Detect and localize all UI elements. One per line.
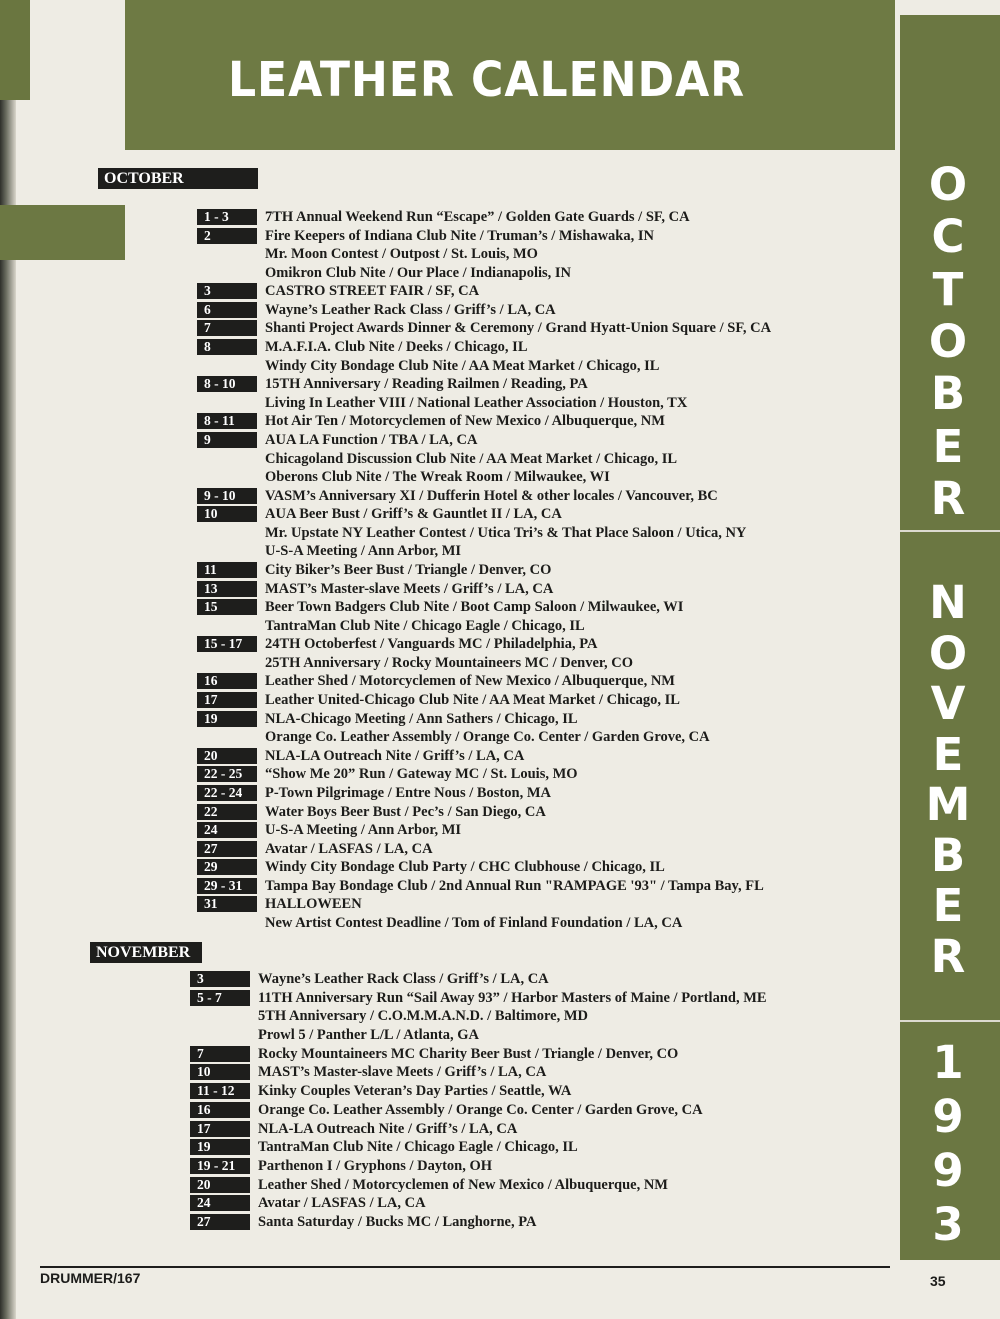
event-description: Oberons Club Nite / The Wreak Room / Milwaukee, WI [265, 469, 610, 485]
event-date: 9 - 10 [197, 488, 257, 504]
event-date: 16 [197, 673, 257, 689]
side-letter-october: E [932, 420, 964, 473]
calendar-event [197, 264, 880, 282]
calendar-event [197, 598, 880, 616]
calendar-event [190, 1120, 880, 1138]
calendar-event [197, 580, 880, 598]
event-description: MAST’s Master-slave Meets / Griff’s / LA, CA [258, 1064, 547, 1080]
calendar-event [197, 468, 880, 486]
event-date: 22 [197, 804, 257, 820]
event-date: 8 - 11 [197, 413, 257, 429]
calendar-event [190, 1045, 880, 1063]
event-description: CASTRO STREET FAIR / SF, CA [265, 283, 480, 299]
calendar-event [197, 858, 880, 876]
footer-rule [40, 1266, 890, 1268]
event-description: Water Boys Beer Bust / Pec’s / San Diego, CA [265, 804, 546, 820]
page-binding-edge [0, 0, 16, 1319]
side-letter-october: T [932, 263, 964, 316]
event-description: Kinky Couples Veteran’s Day Parties / Seattle, WA [258, 1083, 572, 1099]
side-letter-october: O [928, 158, 968, 211]
calendar-event [197, 375, 880, 393]
event-description: Avatar / LASFAS / LA, CA [258, 1195, 426, 1211]
side-letter-october: R [930, 472, 966, 525]
event-description: HALLOWEEN [265, 896, 362, 912]
calendar-event [197, 450, 880, 468]
event-description: Orange Co. Leather Assembly / Orange Co. Center / Garden Grove, CA [265, 729, 710, 745]
calendar-event [197, 319, 880, 337]
side-letter-year: 9 [932, 1144, 964, 1197]
event-description: U-S-A Meeting / Ann Arbor, MI [265, 543, 462, 559]
event-description: AUA Beer Bust / Griff’s & Gauntlet II / LA, CA [265, 506, 562, 522]
event-date: 20 [197, 748, 257, 764]
calendar-event [197, 672, 880, 690]
side-letter-november: V [930, 677, 966, 730]
calendar-event [190, 1138, 880, 1156]
event-description: U-S-A Meeting / Ann Arbor, MI [265, 822, 462, 838]
event-date: 10 [197, 506, 257, 522]
page-title: LEATHER CALENDAR [228, 52, 746, 108]
month-header-label: OCTOBER [104, 170, 184, 187]
event-description: AUA LA Function / TBA / LA, CA [265, 432, 478, 448]
event-description: Leather Shed / Motorcyclemen of New Mexico / Albuquerque, NM [258, 1177, 668, 1193]
calendar-event [190, 1007, 880, 1025]
event-description: Mr. Moon Contest / Outpost / St. Louis, MO [265, 246, 538, 262]
calendar-event [197, 691, 880, 709]
event-description: Santa Saturday / Bucks MC / Langhorne, PA [258, 1214, 537, 1230]
event-description: Avatar / LASFAS / LA, CA [265, 841, 433, 857]
event-description: Chicagoland Discussion Club Nite / AA Meat Market / Chicago, IL [265, 451, 678, 467]
month-header [90, 942, 202, 963]
event-date: 11 [197, 562, 257, 578]
event-description: Fire Keepers of Indiana Club Nite / Truman’s / Mishawaka, IN [265, 228, 654, 244]
calendar-event [197, 840, 880, 858]
event-date: 22 - 24 [197, 785, 257, 801]
event-date: 6 [197, 302, 257, 318]
event-description: Windy City Bondage Club Party / CHC Clubhouse / Chicago, IL [265, 859, 665, 875]
event-date: 15 - 17 [197, 636, 257, 652]
event-description: Orange Co. Leather Assembly / Orange Co. Center / Garden Grove, CA [258, 1102, 703, 1118]
event-description: VASM’s Anniversary XI / Dufferin Hotel & other locales / Vancouver, BC [265, 488, 718, 504]
event-date: 3 [197, 283, 257, 299]
side-letter-october: B [930, 367, 966, 420]
event-description: 24TH Octoberfest / Vanguards MC / Philadelphia, PA [265, 636, 598, 652]
event-date: 1 - 3 [197, 209, 257, 225]
calendar-event [197, 431, 880, 449]
calendar-event [190, 1213, 880, 1231]
event-date: 27 [197, 841, 257, 857]
event-description: Hot Air Ten / Motorcyclemen of New Mexico / Albuquerque, NM [265, 413, 665, 429]
event-date: 13 [197, 581, 257, 597]
event-date: 20 [190, 1177, 250, 1193]
side-letter-october: C [931, 210, 965, 263]
event-description: NLA-LA Outreach Nite / Griff’s / LA, CA [265, 748, 525, 764]
event-date: 3 [190, 971, 250, 987]
calendar-event [197, 227, 880, 245]
event-description: Parthenon I / Gryphons / Dayton, OH [258, 1158, 493, 1174]
footer-magazine-issue: DRUMMER/167 [40, 1270, 141, 1286]
calendar-event [197, 542, 880, 560]
event-date: 17 [197, 692, 257, 708]
calendar-event [197, 282, 880, 300]
event-description: 25TH Anniversary / Rocky Mountaineers MC / Denver, CO [265, 655, 633, 671]
calendar-event [197, 245, 880, 263]
event-description: Living In Leather VIII / National Leather Association / Houston, TX [265, 395, 688, 411]
left-green-block [0, 0, 30, 100]
event-date: 24 [190, 1195, 250, 1211]
calendar-event [197, 357, 880, 375]
event-description: Rocky Mountaineers MC Charity Beer Bust / Triangle / Denver, CO [258, 1046, 679, 1062]
event-description: New Artist Contest Deadline / Tom of Finland Foundation / LA, CA [265, 915, 683, 931]
event-date: 19 [197, 711, 257, 727]
event-description: TantraMan Club Nite / Chicago Eagle / Chicago, IL [265, 618, 585, 634]
event-description: Wayne’s Leather Rack Class / Griff’s / LA, CA [258, 971, 549, 987]
event-date: 10 [190, 1064, 250, 1080]
event-date: 7 [197, 320, 257, 336]
calendar-event [190, 1101, 880, 1119]
event-date: 29 - 31 [197, 878, 257, 894]
side-letter-october: O [928, 315, 968, 368]
event-date: 29 [197, 859, 257, 875]
event-date: 11 - 12 [190, 1083, 250, 1099]
side-letter-november: N [929, 576, 967, 629]
side-panel-divider [900, 530, 1000, 532]
event-description: Omikron Club Nite / Our Place / Indianapolis, IN [265, 265, 572, 281]
calendar-event [197, 765, 880, 783]
calendar-event [197, 208, 880, 226]
calendar-event [197, 394, 880, 412]
calendar-event [197, 877, 880, 895]
calendar-event [190, 1157, 880, 1175]
event-date: 27 [190, 1214, 250, 1230]
event-description: 15TH Anniversary / Reading Railmen / Reading, PA [265, 376, 588, 392]
event-date: 8 [197, 339, 257, 355]
event-date: 15 [197, 599, 257, 615]
calendar-event [190, 1063, 880, 1081]
event-description: City Biker’s Beer Bust / Triangle / Denver, CO [265, 562, 552, 578]
side-letter-november: E [932, 728, 964, 781]
side-letter-november: O [928, 627, 968, 680]
event-description: Leather Shed / Motorcyclemen of New Mexico / Albuquerque, NM [265, 673, 675, 689]
event-description: Leather United-Chicago Club Nite / AA Meat Market / Chicago, IL [265, 692, 680, 708]
side-letter-november: B [930, 829, 966, 882]
calendar-event [190, 1176, 880, 1194]
footer-page-number: 35 [930, 1273, 946, 1289]
calendar-event [197, 728, 880, 746]
event-description: M.A.F.I.A. Club Nite / Deeks / Chicago, IL [265, 339, 528, 355]
calendar-event [197, 784, 880, 802]
event-date: 31 [197, 896, 257, 912]
calendar-event [197, 821, 880, 839]
month-header [98, 168, 258, 189]
event-date: 19 [190, 1139, 250, 1155]
calendar-event [197, 561, 880, 579]
event-description: 7TH Annual Weekend Run “Escape” / Golden Gate Guards / SF, CA [265, 209, 690, 225]
event-description: NLA-LA Outreach Nite / Griff’s / LA, CA [258, 1121, 518, 1137]
side-letter-year: 3 [932, 1198, 964, 1251]
event-date: 24 [197, 822, 257, 838]
month-header-label: NOVEMBER [96, 944, 191, 961]
side-letter-year: 1 [932, 1036, 964, 1089]
event-date: 16 [190, 1102, 250, 1118]
calendar-event [197, 803, 880, 821]
calendar-event [197, 747, 880, 765]
left-green-band [0, 205, 125, 260]
calendar-event [197, 505, 880, 523]
calendar-event [197, 487, 880, 505]
event-description: “Show Me 20” Run / Gateway MC / St. Louis, MO [265, 766, 578, 782]
side-letter-november: E [932, 879, 964, 932]
event-date: 9 [197, 432, 257, 448]
event-description: Shanti Project Awards Dinner & Ceremony / Grand Hyatt-Union Square / SF, CA [265, 320, 772, 336]
calendar-event [190, 1026, 880, 1044]
calendar-event [197, 524, 880, 542]
calendar-event [190, 989, 880, 1007]
calendar-event [197, 710, 880, 728]
calendar-event [197, 338, 880, 356]
event-description: 11TH Anniversary Run “Sail Away 93” / Harbor Masters of Maine / Portland, ME [258, 990, 767, 1006]
side-panel-divider [900, 1020, 1000, 1022]
calendar-event [197, 301, 880, 319]
event-description: NLA-Chicago Meeting / Ann Sathers / Chicago, IL [265, 711, 578, 727]
calendar-event [197, 914, 880, 932]
event-date: 5 - 7 [190, 990, 250, 1006]
event-date: 7 [190, 1046, 250, 1062]
event-description: Windy City Bondage Club Nite / AA Meat Market / Chicago, IL [265, 358, 660, 374]
calendar-event [190, 1082, 880, 1100]
side-letter-november: R [930, 930, 966, 983]
calendar-event [197, 412, 880, 430]
event-date: 19 - 21 [190, 1158, 250, 1174]
event-date: 22 - 25 [197, 766, 257, 782]
event-date: 2 [197, 228, 257, 244]
event-date: 17 [190, 1121, 250, 1137]
calendar-event [197, 617, 880, 635]
calendar-event [197, 654, 880, 672]
event-description: Prowl 5 / Panther L/L / Atlanta, GA [258, 1027, 480, 1043]
event-description: Mr. Upstate NY Leather Contest / Utica Tri’s & That Place Saloon / Utica, NY [265, 525, 747, 541]
event-description: Beer Town Badgers Club Nite / Boot Camp Saloon / Milwaukee, WI [265, 599, 684, 615]
event-description: Wayne’s Leather Rack Class / Griff’s / LA, CA [265, 302, 556, 318]
event-description: P-Town Pilgrimage / Entre Nous / Boston, MA [265, 785, 551, 801]
calendar-event [190, 970, 880, 988]
event-description: Tampa Bay Bondage Club / 2nd Annual Run "RAMPAGE '93" / Tampa Bay, FL [265, 878, 764, 894]
calendar-event [197, 635, 880, 653]
side-letter-november: M [925, 778, 971, 831]
event-description: TantraMan Club Nite / Chicago Eagle / Chicago, IL [258, 1139, 578, 1155]
calendar-event [197, 895, 880, 913]
side-letter-year: 9 [932, 1090, 964, 1143]
event-date: 8 - 10 [197, 376, 257, 392]
calendar-event [190, 1194, 880, 1212]
event-description: MAST’s Master-slave Meets / Griff’s / LA, CA [265, 581, 554, 597]
event-description: 5TH Anniversary / C.O.M.M.A.N.D. / Baltimore, MD [258, 1008, 588, 1024]
